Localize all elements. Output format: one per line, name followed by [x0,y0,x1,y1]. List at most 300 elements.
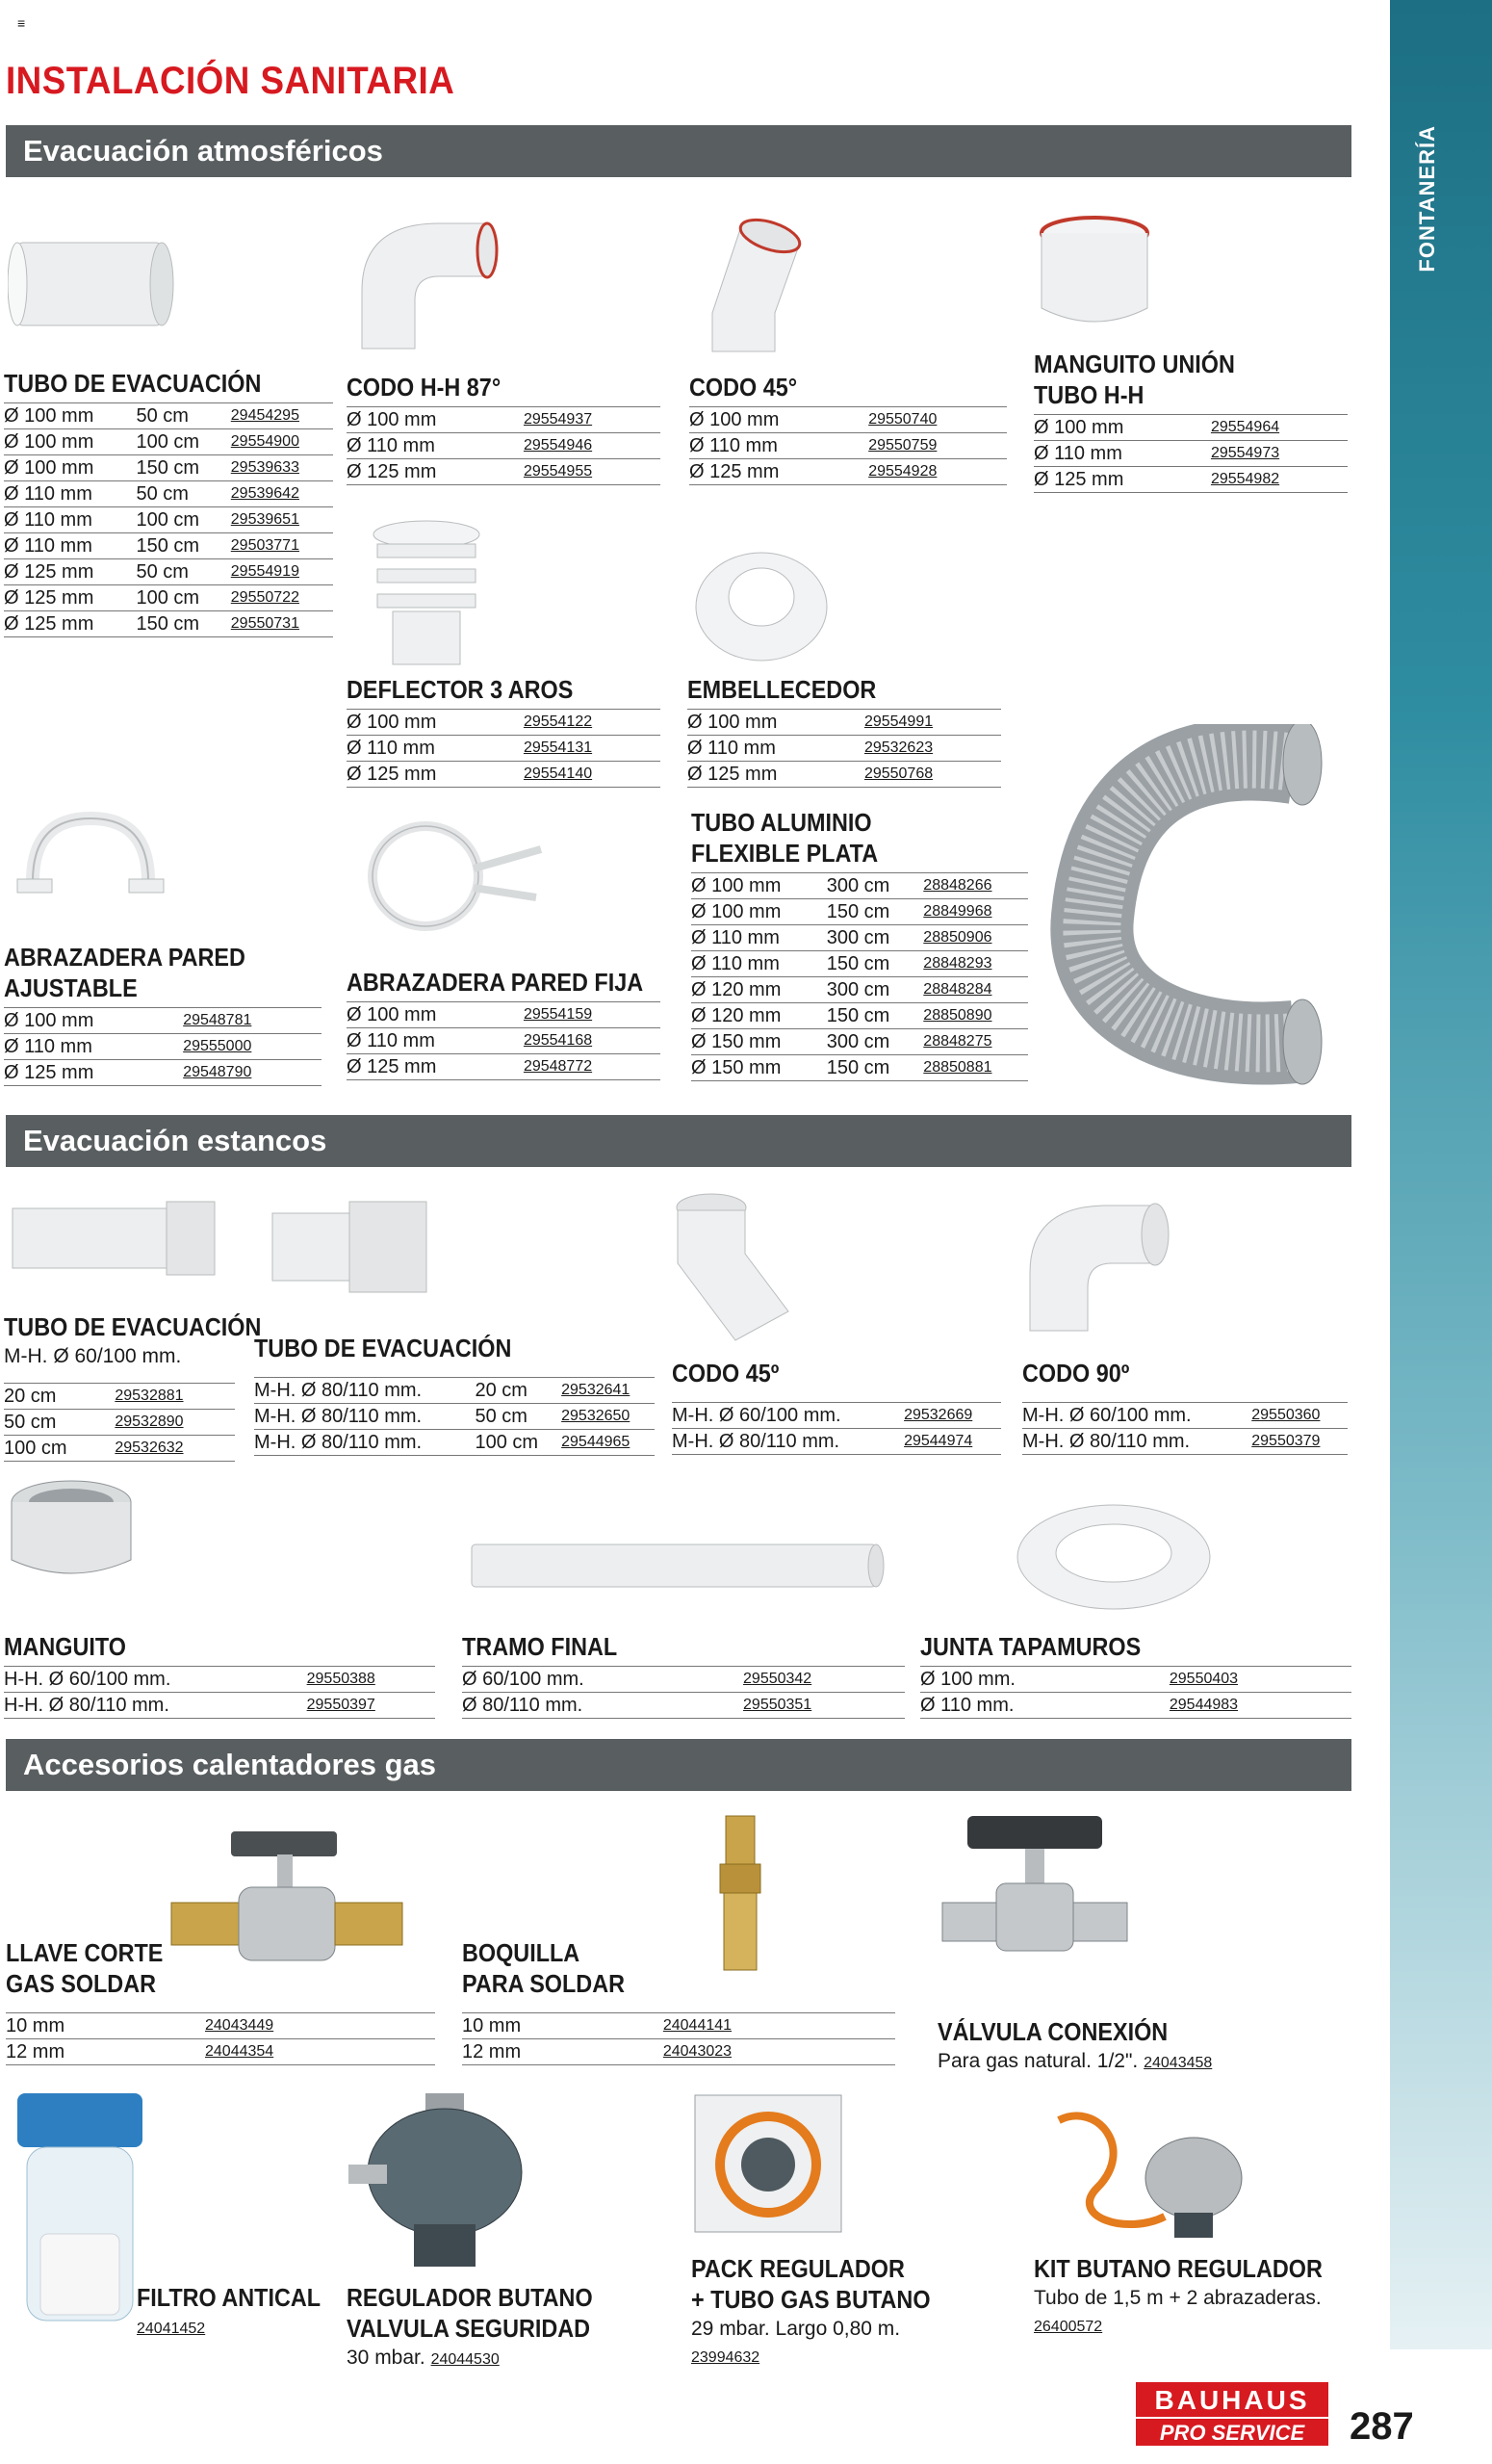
product-title: EMBELLECEDOR [687,675,877,704]
spec-cell: H-H. Ø 80/110 mm. [4,1693,307,1719]
spec-cell: Ø 125 mm [347,459,524,485]
product-junta-tapamuros [920,1631,1351,1719]
product-title: CODO 45º [672,1359,780,1388]
product-table [1022,1402,1348,1455]
product-table [6,2012,435,2065]
product-codo-hh [347,372,660,485]
table-row [4,403,333,429]
product-title: FILTRO ANTICAL [137,2283,322,2312]
table-row [691,1055,1028,1081]
product-table [254,1377,655,1456]
product-boquilla [462,1937,895,2065]
product-ref: 29550351 [743,1693,905,1719]
spec-cell: Ø 110 mm [689,433,868,459]
table-row [689,459,1007,485]
product-ref: 29550397 [307,1693,435,1719]
product-ref: 29548790 [183,1060,322,1086]
tube-image [8,231,181,337]
spec-cell: 50 cm [4,1410,115,1436]
table-row [347,1054,660,1080]
product-ref: 29544965 [561,1430,655,1456]
table-row [4,559,333,585]
product-tramo-final [462,1631,905,1719]
spec-cell: Ø 125 mm [687,762,864,788]
product-title-line2: AJUSTABLE [4,973,138,1002]
spec-cell: Ø 100 mm [689,407,868,433]
table-row [1034,467,1348,493]
product-description: Para gas natural. 1/2". 24043458 [938,2050,1213,2072]
spec-cell: 150 cm [827,899,924,925]
product-ref: 29555000 [183,1034,322,1060]
coaxial-tube-image [8,1194,219,1281]
table-row [1034,415,1348,441]
spec-cell: Ø 110 mm [4,481,137,507]
spec-cell: 100 cm [475,1430,561,1456]
spec-cell: 150 cm [137,455,231,481]
category-label: FONTANERÍA [1415,125,1439,272]
table-row [347,459,660,485]
table-row [6,2013,435,2039]
spec-cell: 100 cm [137,585,231,611]
product-table [347,406,660,485]
adjustable-clamp-image [13,804,167,910]
sleeve-image [1032,212,1157,337]
menu-mark: ≡ [17,15,26,31]
product-table [1034,414,1348,493]
table-row [4,1667,435,1693]
table-row [672,1429,1001,1455]
table-row [347,736,660,762]
product-ref: 29532669 [904,1403,1001,1429]
spec-cell: 100 cm [137,507,231,533]
product-ref: 28850906 [923,925,1028,951]
table-row [4,585,333,611]
table-row [4,429,333,455]
product-filtro-antical [137,2282,329,2342]
product-abrazadera-ajustable [4,942,322,1086]
table-row [687,762,1001,788]
product-ref: 24044141 [663,2013,895,2039]
product-codo-45-estanco [672,1358,1001,1455]
product-manguito-union [1034,349,1348,493]
product-regulador-butano [347,2282,664,2373]
table-row [462,1667,905,1693]
spec-cell: 150 cm [827,1055,924,1081]
table-row [347,433,660,459]
fixed-clamp-image [358,811,551,955]
table-row [347,1002,660,1028]
section-header-gas: Accesorios calentadores gas [6,1739,1351,1791]
spec-cell: M-H. Ø 80/110 mm. [1022,1429,1251,1455]
product-description: Tubo de 1,5 m + 2 abrazaderas. [1034,2287,1322,2309]
product-ref: 28850881 [923,1055,1028,1081]
table-row [691,925,1028,951]
product-tubo-aluminio [691,807,1028,1081]
spec-cell: 300 cm [827,977,924,1003]
category-sidebar [1390,0,1492,2349]
product-ref: 29554955 [524,459,660,485]
spec-cell: Ø 125 mm [347,1054,524,1080]
spec-cell: 50 cm [475,1404,561,1430]
product-ref: 29544974 [904,1429,1001,1455]
product-codo-45 [689,372,1007,485]
spec-cell: Ø 110 mm [347,433,524,459]
product-title: KIT BUTANO REGULADOR [1034,2254,1323,2283]
product-subtitle: M-H. Ø 60/100 mm. [4,1345,182,1367]
final-section-image [462,1531,895,1598]
product-ref: 29539633 [231,455,333,481]
product-ref: 29550342 [743,1667,905,1693]
spec-cell: 150 cm [827,1003,924,1029]
product-title-line2: FLEXIBLE PLATA [691,839,879,868]
table-row [462,2039,895,2065]
table-row [254,1378,655,1404]
spec-cell: M-H. Ø 80/110 mm. [254,1430,475,1456]
table-row [4,1384,235,1410]
table-row [691,951,1028,977]
spec-cell: Ø 110 mm. [920,1693,1170,1719]
spec-cell: Ø 110 mm [691,925,827,951]
butane-regulator-image [341,2089,553,2272]
table-row [4,1060,322,1086]
product-title: CODO H-H 87° [347,373,502,402]
product-table [462,1666,905,1719]
product-title: TUBO DE EVACUACIÓN [4,1312,262,1341]
table-row [4,1034,322,1060]
product-table [462,2012,895,2065]
spec-cell: Ø 120 mm [691,1003,827,1029]
table-row [254,1404,655,1430]
spec-cell: Ø 110 mm [4,1034,183,1060]
product-ref: 29554122 [524,710,660,736]
product-ref: 28848284 [923,977,1028,1003]
table-row [4,533,333,559]
spec-cell: Ø 125 mm [689,459,868,485]
spec-cell: Ø 100 mm [687,710,864,736]
product-title: TUBO ALUMINIO [691,808,872,837]
product-ref: 29550360 [1251,1403,1348,1429]
spec-cell: Ø 125 mm [4,1060,183,1086]
table-row [462,2013,895,2039]
table-row [687,736,1001,762]
spec-cell: Ø 150 mm [691,1029,827,1055]
spec-cell: 300 cm [827,1029,924,1055]
spec-cell: Ø 150 mm [691,1055,827,1081]
table-row [254,1430,655,1456]
table-row [691,899,1028,925]
product-title: VÁLVULA CONEXIÓN [938,2017,1169,2046]
spec-cell: M-H. Ø 60/100 mm. [1022,1403,1251,1429]
section-header-estancos: Evacuación estancos [6,1115,1351,1167]
product-ref: 29532890 [115,1410,235,1436]
spec-cell: 50 cm [137,403,231,429]
product-ref: 29550768 [864,762,1001,788]
table-row [4,507,333,533]
product-title-line2: TUBO H-H [1034,380,1145,409]
product-title: LLAVE CORTE [6,1938,164,1967]
table-row [4,455,333,481]
product-ref: 29554928 [868,459,1007,485]
table-row [691,977,1028,1003]
product-title-line2: PARA SOLDAR [462,1969,626,1998]
table-row [4,1693,435,1719]
spec-cell: 20 cm [475,1378,561,1404]
product-ref: 28849968 [923,899,1028,925]
spec-cell: 10 mm [6,2013,205,2039]
product-ref: 29548781 [183,1008,322,1034]
bauhaus-logo [1136,2382,1328,2446]
spec-cell: 50 cm [137,481,231,507]
product-title: ABRAZADERA PARED [4,943,245,972]
spec-cell: Ø 100 mm [4,455,137,481]
table-row [672,1403,1001,1429]
product-manguito [4,1631,435,1719]
product-title: MANGUITO UNIÓN [1034,350,1235,378]
product-ref: 29532641 [561,1378,655,1404]
product-ref: 29550759 [868,433,1007,459]
spec-cell: 150 cm [827,951,924,977]
product-title: BOQUILLA [462,1938,580,1967]
table-row [689,433,1007,459]
table-row [920,1667,1351,1693]
product-ref: 29550722 [231,585,333,611]
product-ref: 29554982 [1211,467,1348,493]
trim-ring-image [689,539,834,664]
product-ref: 29554159 [524,1002,660,1028]
spec-cell: Ø 125 mm [347,762,524,788]
product-ref: 26400572 [1034,2319,1103,2335]
table-row [1034,441,1348,467]
spec-cell: Ø 110 mm [4,507,137,533]
svg-text:PRO SERVICE: PRO SERVICE [1159,2421,1305,2445]
spec-cell: M-H. Ø 80/110 mm. [672,1429,904,1455]
product-ref: 29550379 [1251,1429,1348,1455]
product-title: ABRAZADERA PARED FIJA [347,968,644,997]
product-ref: 23994632 [691,2349,760,2366]
product-ref: 29554919 [231,559,333,585]
spec-cell: M-H. Ø 60/100 mm. [672,1403,904,1429]
table-row [691,1003,1028,1029]
product-table [691,872,1028,1081]
elbow-45-image [693,197,837,361]
product-ref: 24041452 [137,2321,206,2337]
product-ref: 24043023 [663,2039,895,2065]
spec-cell: 20 cm [4,1384,115,1410]
table-row [4,1436,235,1462]
deflector-image [364,515,489,669]
svg-text:BAUHAUS: BAUHAUS [1154,2385,1310,2415]
product-ref: 29554140 [524,762,660,788]
product-ref: 29539651 [231,507,333,533]
product-title: TUBO DE EVACUACIÓN [254,1334,512,1362]
spec-cell: 300 cm [827,925,924,951]
spec-cell: Ø 125 mm [4,559,137,585]
product-deflector [347,674,660,788]
product-ref: 29532650 [561,1404,655,1430]
spec-cell: 10 mm [462,2013,663,2039]
page-number: 287 [1350,2405,1414,2448]
spec-cell: Ø 100 mm [347,710,524,736]
spec-cell: Ø 110 mm [347,736,524,762]
spec-cell: Ø 110 mm [4,533,137,559]
coaxial-elbow-90-image [1020,1186,1194,1340]
product-title-line2: VALVULA SEGURIDAD [347,2314,591,2343]
spec-cell: Ø 110 mm [691,951,827,977]
spec-cell: Ø 110 mm [687,736,864,762]
spec-cell: M-H. Ø 80/110 mm. [254,1378,475,1404]
product-table [4,1666,435,1719]
product-ref: 29544983 [1170,1693,1351,1719]
table-row [347,710,660,736]
product-tubo-evacuacion [4,368,333,637]
product-title: TUBO DE EVACUACIÓN [4,369,262,398]
product-ref: 24044530 [430,2351,500,2368]
spec-cell: Ø 125 mm [4,611,137,637]
product-title: CODO 45° [689,373,798,402]
table-row [4,611,333,637]
product-title: JUNTA TAPAMUROS [920,1632,1142,1661]
table-row [689,407,1007,433]
product-ref: 29550731 [231,611,333,637]
product-table [4,1007,322,1086]
table-row [1022,1429,1348,1455]
spec-cell: H-H. Ø 60/100 mm. [4,1667,307,1693]
flexible-duct-image [1044,724,1352,1090]
product-title: REGULADOR BUTANO [347,2283,593,2312]
product-ref: 28848275 [923,1029,1028,1055]
spec-cell: 50 cm [137,559,231,585]
product-table [920,1666,1351,1719]
product-embellecedor [687,674,1001,788]
product-ref: 29554946 [524,433,660,459]
table-row [347,407,660,433]
product-table [4,402,333,637]
spec-cell: 150 cm [137,533,231,559]
butane-kit-image [1040,2091,1251,2245]
wall-gasket-image [1013,1497,1215,1613]
product-table [689,406,1007,485]
product-ref: 29532623 [864,736,1001,762]
spec-cell: Ø 100 mm [691,899,827,925]
product-title: DEFLECTOR 3 AROS [347,675,574,704]
table-row [462,1693,905,1719]
product-ref: 29550740 [868,407,1007,433]
product-ref: 29554131 [524,736,660,762]
product-ref: 28848293 [923,951,1028,977]
product-table [687,709,1001,788]
product-tubo-estanco-80 [254,1333,655,1456]
product-ref: 29532881 [115,1384,235,1410]
product-title: CODO 90º [1022,1359,1130,1388]
elbow-87-image [343,204,516,358]
spec-cell: Ø 100 mm [347,1002,524,1028]
spec-cell: Ø 100 mm [4,429,137,455]
product-abrazadera-fija [347,967,660,1080]
product-title-line2: + TUBO GAS BUTANO [691,2285,931,2314]
table-row [691,1029,1028,1055]
spec-cell: Ø 110 mm [1034,441,1211,467]
product-title-line2: GAS SOLDAR [6,1969,157,1998]
spec-cell: Ø 125 mm [4,585,137,611]
product-title: PACK REGULADOR [691,2254,905,2283]
table-row [4,1008,322,1034]
spec-cell: Ø 100 mm [347,407,524,433]
product-ref: 29554937 [524,407,660,433]
spec-cell: Ø 100 mm [4,1008,183,1034]
spec-cell: Ø 100 mm. [920,1667,1170,1693]
product-ref: 29550403 [1170,1667,1351,1693]
product-table [4,1383,235,1462]
product-title: MANGUITO [4,1632,126,1661]
product-pack-regulador [691,2253,999,2371]
product-ref: 29503771 [231,533,333,559]
spec-cell: 12 mm [462,2039,663,2065]
product-ref: 29554168 [524,1028,660,1054]
product-ref: 28848266 [923,873,1028,899]
product-ref: 29554964 [1211,415,1348,441]
table-row [691,873,1028,899]
product-ref: 29548772 [524,1054,660,1080]
product-ref: 29554973 [1211,441,1348,467]
table-row [347,762,660,788]
table-row [687,710,1001,736]
spec-cell: 100 cm [137,429,231,455]
product-table [672,1402,1001,1455]
spec-cell: 100 cm [4,1436,115,1462]
table-row [1022,1403,1348,1429]
product-ref: 28850890 [923,1003,1028,1029]
product-ref: 29554991 [864,710,1001,736]
table-row [347,1028,660,1054]
page-title: INSTALACIÓN SANITARIA [6,60,455,102]
product-description: 30 mbar. 24044530 [347,2347,500,2369]
section-header-atmosfericos: Evacuación atmosféricos [6,125,1351,177]
connection-valve-image [939,1810,1131,1984]
spec-cell: M-H. Ø 80/110 mm. [254,1404,475,1430]
table-row [6,2039,435,2065]
product-description: 29 mbar. Largo 0,80 m. [691,2318,901,2340]
spec-cell: Ø 110 mm [347,1028,524,1054]
spec-cell: Ø 120 mm [691,977,827,1003]
product-ref: 24043449 [205,2013,435,2039]
product-ref: 29532632 [115,1436,235,1462]
product-kit-butano [1034,2253,1351,2340]
spec-cell: Ø 125 mm [1034,467,1211,493]
spec-cell: Ø 100 mm [691,873,827,899]
coaxial-elbow-45-image [668,1186,803,1350]
spec-cell: 12 mm [6,2039,205,2065]
product-ref: 24043458 [1144,2055,1213,2071]
regulator-pack-image [691,2091,845,2236]
product-ref: 29550388 [307,1667,435,1693]
product-codo-90-estanco [1022,1358,1348,1455]
spec-cell: Ø 80/110 mm. [462,1693,743,1719]
product-title: TRAMO FINAL [462,1632,618,1661]
spec-cell: 150 cm [137,611,231,637]
product-ref: 24044354 [205,2039,435,2065]
spec-cell: Ø 60/100 mm. [462,1667,743,1693]
coaxial-sleeve-image [4,1473,139,1589]
product-table [347,1001,660,1080]
spec-cell: Ø 100 mm [4,403,137,429]
spec-cell: 300 cm [827,873,924,899]
table-row [4,481,333,507]
product-llave-corte [6,1937,435,2065]
coaxial-tube-wide-image [268,1194,441,1300]
table-row [4,1410,235,1436]
product-ref: 29539642 [231,481,333,507]
product-valvula-conexion [938,2016,1342,2076]
